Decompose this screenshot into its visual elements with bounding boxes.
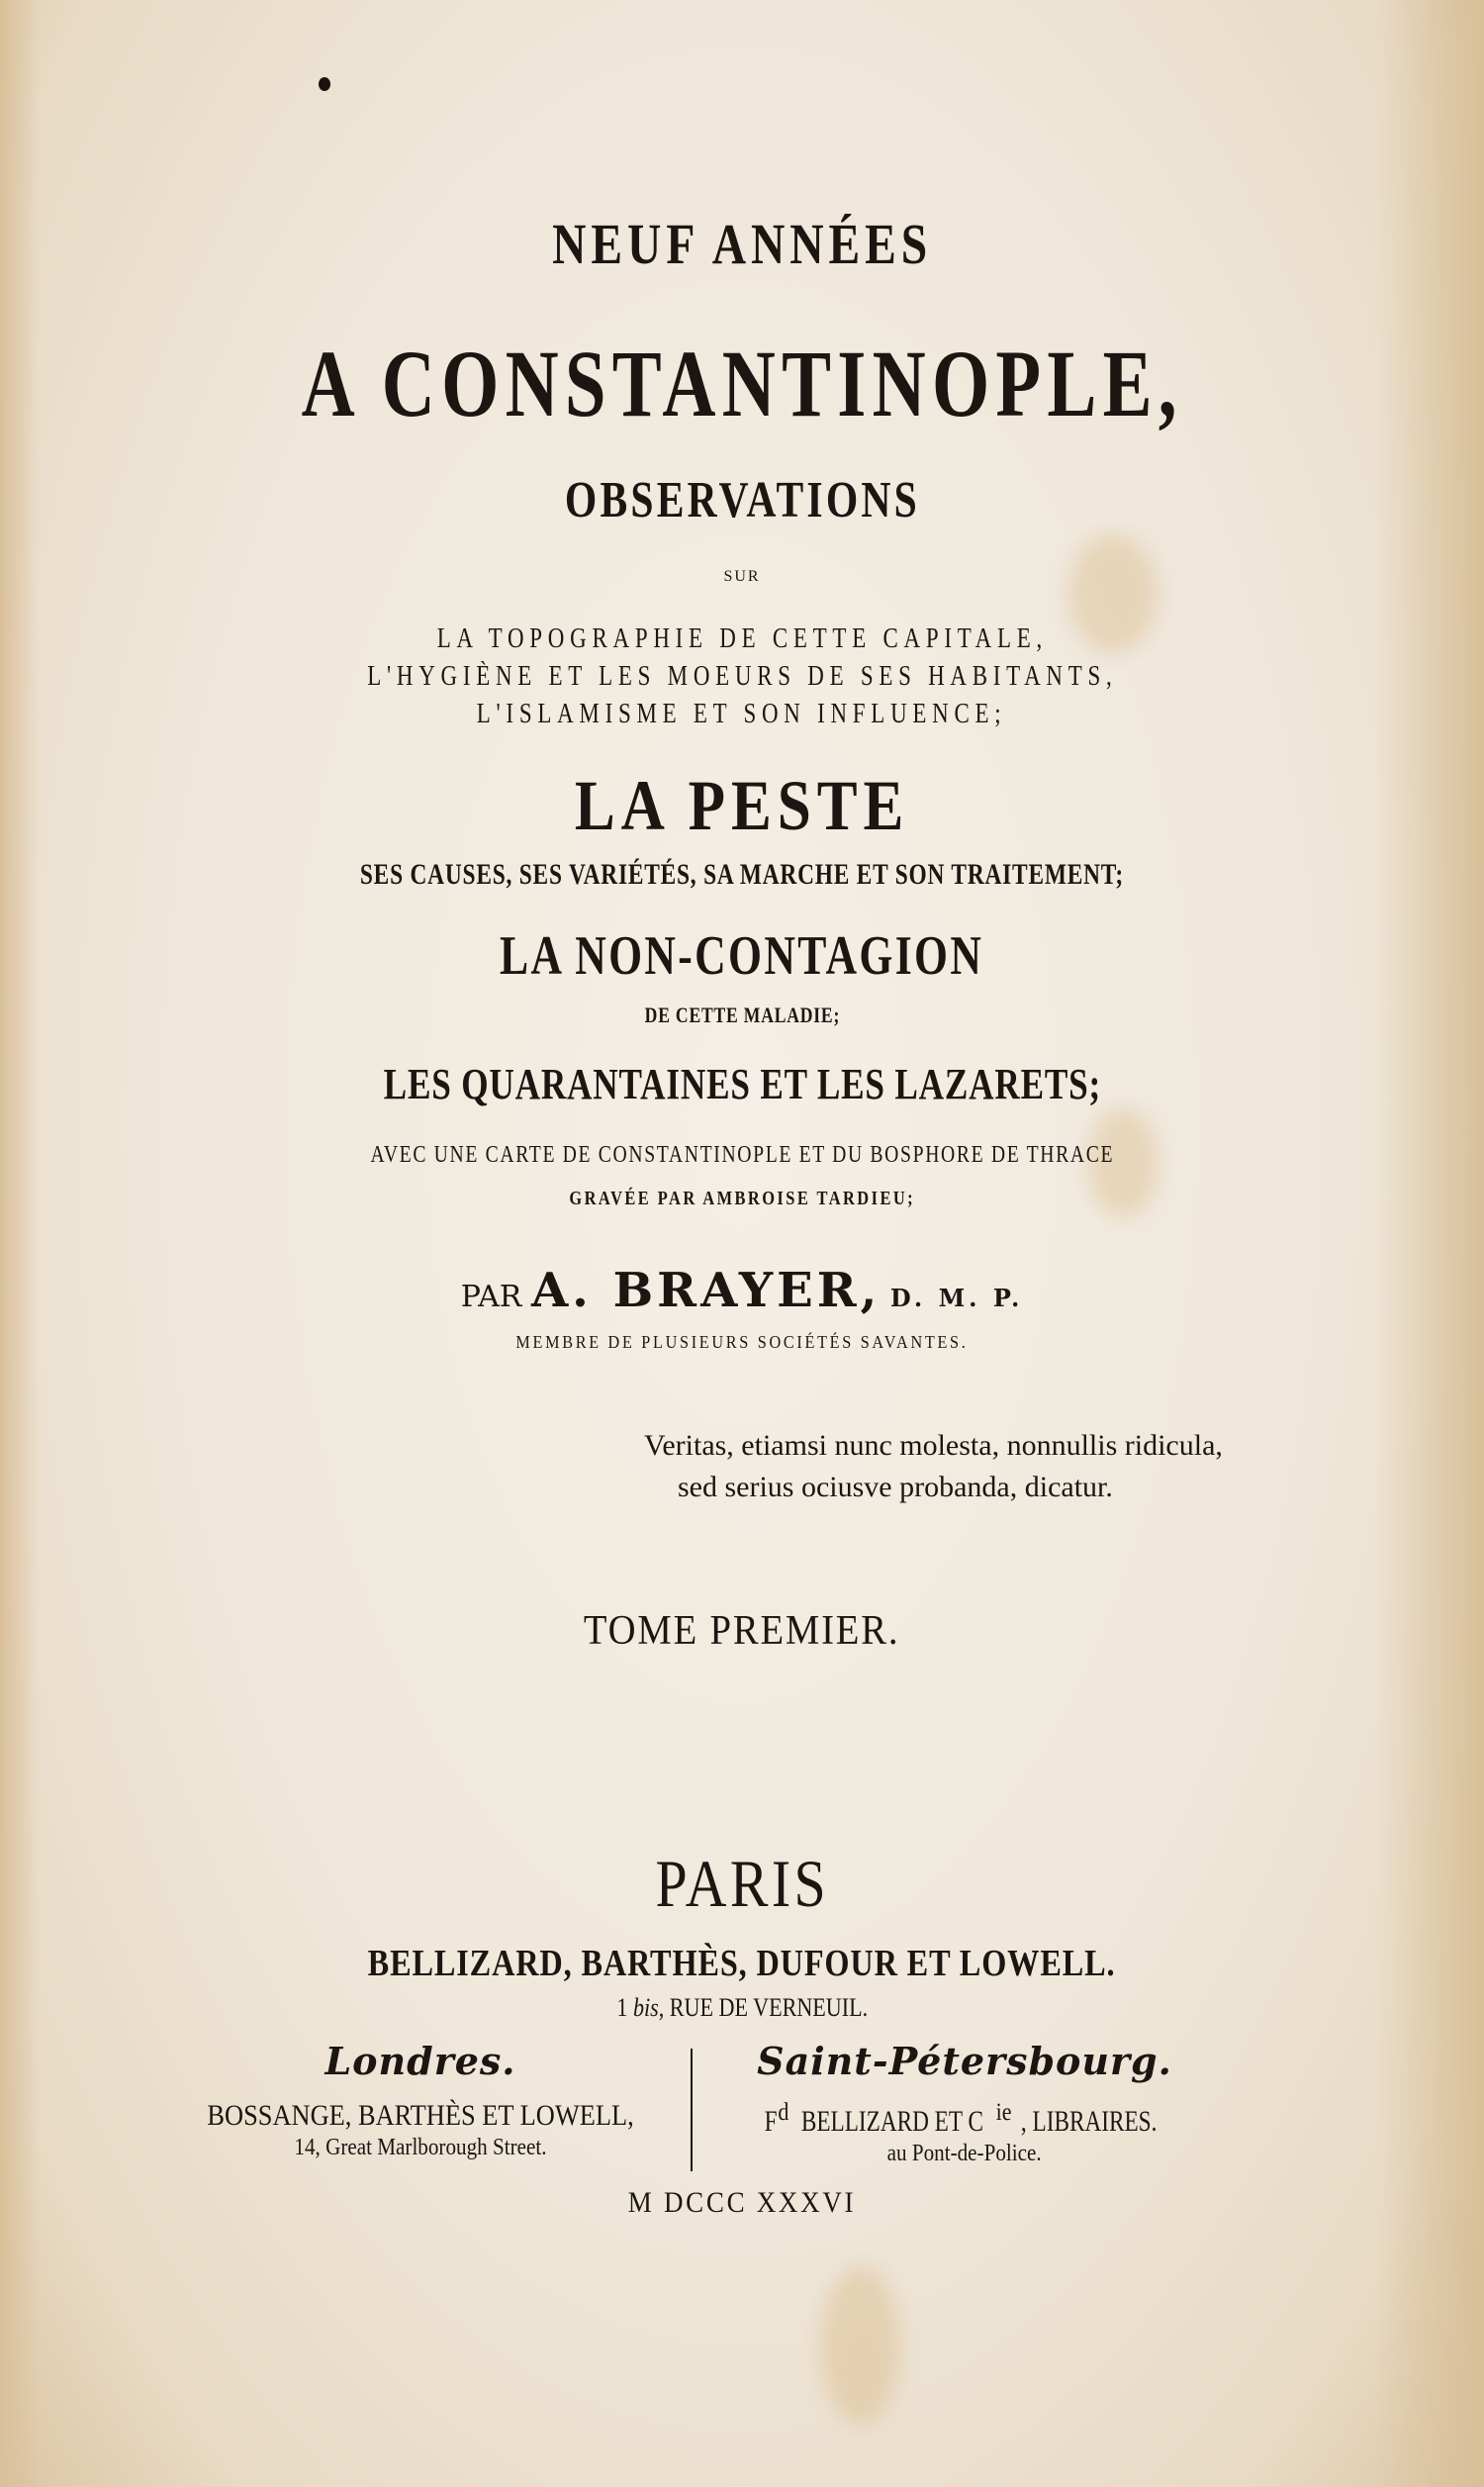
title-line-2 <box>0 327 1484 438</box>
membership-text: MEMBRE DE PLUSIEURS SOCIÉTÉS SAVANTES. <box>515 1332 969 1352</box>
topic-line <box>0 659 1484 693</box>
foxing-stain <box>821 2266 900 2425</box>
firm-middle: BELLIZARD ET C <box>800 2105 983 2138</box>
stpetersburg-city: Saint-Pétersbourg. <box>757 2039 1172 2083</box>
firm-prefix: F <box>764 2105 778 2138</box>
stpetersburg-firm <box>707 2099 1222 2139</box>
epigraph-line-2: sed serius ociusve probanda, dicatur. <box>678 1471 1113 1503</box>
volume-text: TOME PREMIER. <box>584 1608 900 1654</box>
subtitle-text: SES CAUSES, SES VARIÉTÉS, SA MARCHE ET SON TRAITEMENT; <box>359 858 1125 891</box>
imprint-year <box>0 2185 1484 2220</box>
imprint-publishers <box>0 1940 1484 1985</box>
author-degree: D. M. P. <box>889 1284 1024 1312</box>
heading-text: LES QUARANTAINES ET LES LAZARETS; <box>383 1060 1101 1108</box>
publishers-text: BELLIZARD, BARTHÈS, DUFOUR ET LOWELL. <box>368 1943 1116 1984</box>
title-text: NEUF ANNÉES <box>551 212 933 276</box>
london-city: Londres. <box>325 2039 516 2083</box>
firm-middle-sup: ie <box>995 2099 1012 2126</box>
stpetersburg-address <box>707 2141 1222 2167</box>
map-note-line-2 <box>0 1186 1484 1210</box>
title-text: OBSERVATIONS <box>564 472 920 528</box>
london-firm-text: BOSSANGE, BARTHÈS ET LOWELL, <box>207 2099 634 2132</box>
imprint-city <box>0 1845 1484 1923</box>
city-text: PARIS <box>655 1846 829 1921</box>
heading-non-contagion <box>0 922 1484 988</box>
address-text <box>616 1993 868 2023</box>
stpetersburg-address-text: au Pont-de-Police. <box>886 2141 1043 2166</box>
map-note-text: GRAVÉE PAR AMBROISE TARDIEU; <box>569 1188 915 1209</box>
map-note-line-1 <box>0 1140 1484 1169</box>
epigraph-line-1: Veritas, etiamsi nunc molesta, nonnullis ridicula, <box>644 1429 1223 1462</box>
subtitle-text: DE CETTE MALADIE; <box>644 1003 840 1027</box>
topic-line <box>0 622 1484 655</box>
stpetersburg-firm-text <box>763 2099 1165 2139</box>
author-line <box>0 1263 1484 1318</box>
non-contagion-subtitle <box>0 1003 1484 1028</box>
ink-spot <box>319 77 330 91</box>
heading-text: LA PESTE <box>574 766 910 845</box>
london-imprint <box>168 2039 673 2161</box>
heading-quarantaines <box>0 1059 1484 1109</box>
sur-text: SUR <box>723 568 761 585</box>
topic-line <box>0 697 1484 730</box>
author-par: PAR <box>460 1280 522 1314</box>
topic-text: L'HYGIÈNE ET LES MOEURS DE SES HABITANTS, <box>366 661 1118 692</box>
heading-la-peste <box>0 762 1484 847</box>
imprint-address <box>0 1993 1484 2023</box>
topic-text: L'ISLAMISME ET SON INFLUENCE; <box>477 699 1007 729</box>
volume-label <box>0 1605 1484 1655</box>
author-name: A. BRAYER, <box>530 1263 881 1318</box>
london-firm <box>168 2099 673 2133</box>
heading-text: LA NON-CONTAGION <box>500 925 984 987</box>
peste-subtitle <box>0 857 1484 892</box>
topic-text: LA TOPOGRAPHIE DE CETTE CAPITALE, <box>436 623 1048 654</box>
title-line-1 <box>0 210 1484 277</box>
imprint-divider <box>691 2049 693 2171</box>
address-number: 1 <box>616 1993 628 2022</box>
year-text: M DCCC XXXVI <box>627 2186 857 2219</box>
title-line-3 <box>0 469 1484 529</box>
london-address <box>168 2135 673 2161</box>
address-bis: bis <box>632 1993 659 2022</box>
firm-prefix-sup: d <box>778 2099 789 2126</box>
firm-suffix: , LIBRAIRES. <box>1020 2105 1158 2138</box>
stpetersburg-imprint <box>707 2039 1222 2167</box>
address-street: , RUE DE VERNEUIL. <box>658 1993 868 2022</box>
author-membership <box>0 1332 1484 1353</box>
sur-label <box>0 566 1484 586</box>
london-address-text: 14, Great Marlborough Street. <box>294 2135 547 2160</box>
title-text: A CONSTANTINOPLE, <box>301 331 1183 436</box>
map-note-text: AVEC UNE CARTE DE CONSTANTINOPLE ET DU BOSPHORE DE THRACE <box>370 1142 1114 1168</box>
